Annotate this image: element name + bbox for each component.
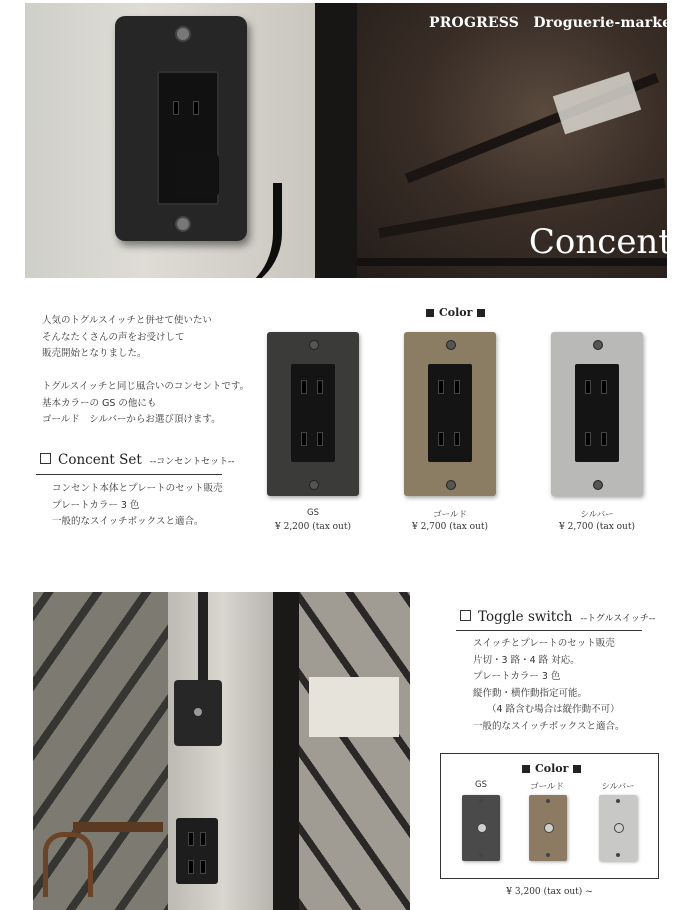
- intro-line: ゴールド シルバーからお選び頂けます。: [42, 414, 221, 425]
- intro-line: そんなたくさんの声をお受けして: [42, 331, 185, 343]
- receptacle: [291, 364, 335, 462]
- swatch-price: ¥ 2,700 (tax out): [412, 522, 488, 532]
- toggle-switch-photo: [174, 680, 222, 746]
- concent-set-description: [52, 481, 252, 531]
- swatch-label: ゴールド: [530, 782, 564, 792]
- desc-line: 片切・3 路・4 路 対応。: [473, 654, 580, 666]
- screw-icon: [593, 340, 603, 350]
- square-outline-icon: [460, 610, 471, 621]
- concent-set-subtitle: --コンセントセット--: [149, 457, 235, 467]
- color-heading: [522, 762, 581, 775]
- toggle-swatch-gs: [462, 795, 500, 861]
- conduit: [198, 592, 208, 682]
- divider: [456, 630, 642, 631]
- swatch-label: GS: [475, 780, 487, 790]
- square-outline-icon: [40, 453, 51, 464]
- black-square-icon: [477, 309, 485, 317]
- screw-icon: [446, 480, 456, 490]
- swatch-label: シルバー: [580, 510, 614, 520]
- desc-line: （4 路含む場合は縦作動不可）: [487, 704, 620, 715]
- swatch-label: GS: [307, 508, 319, 518]
- black-square-icon: [522, 765, 530, 773]
- desc-line: プレートカラー 3 色: [52, 499, 140, 511]
- brand-name: PROGRESS Droguerie-market: [428, 15, 678, 31]
- window-frame: [273, 592, 299, 910]
- receptacle: [428, 364, 472, 462]
- desc-line: 一般的なスイッチボックスと適合。: [473, 720, 625, 732]
- screw-icon: [446, 340, 456, 350]
- desc-line: コンセント本体とプレートのセット販売: [52, 483, 223, 494]
- toggle-switch-description: [473, 636, 683, 735]
- screw-icon: [309, 480, 319, 490]
- intro-text: [42, 313, 262, 429]
- intro-line: 人気のトグルスイッチと併せて使いたい: [42, 315, 212, 326]
- color-heading: [426, 306, 485, 319]
- toggle-icon: [614, 823, 624, 833]
- table: [73, 822, 163, 832]
- swatch-silver: [551, 332, 643, 496]
- swatch-price: ¥ 2,700 (tax out): [559, 522, 635, 532]
- staircase-reflection: [299, 592, 410, 910]
- swatch-gold: [404, 332, 496, 496]
- swatch-price: ¥ 2,200 (tax out): [275, 522, 351, 532]
- outlet-photo: [176, 818, 218, 884]
- toggle-price: ¥ 3,200 (tax out) ~: [506, 887, 593, 897]
- toggle-switch-heading: [460, 609, 655, 625]
- intro-line: トグルスイッチと同じ風合いのコンセントです。: [42, 381, 250, 392]
- desc-line: プレートカラー 3 色: [473, 671, 561, 682]
- desc-line: 縦作動・横作動指定可能。: [473, 687, 588, 699]
- color-heading-label: Color: [439, 306, 473, 319]
- toggle-swatch-gold: [529, 795, 567, 861]
- intro-line: 販売開始となりました。: [42, 348, 147, 359]
- intro-line: 基本カラーの GS の他にも: [42, 397, 157, 409]
- swatch-label: ゴールド: [433, 510, 467, 520]
- toggle-switch-title: Toggle switch: [478, 609, 573, 625]
- window: [309, 677, 399, 737]
- screw-icon: [593, 480, 603, 490]
- toggle-icon: [544, 823, 554, 833]
- window-frame: [315, 3, 357, 278]
- receptacle: [575, 364, 619, 462]
- swatch-label: シルバー: [601, 782, 635, 792]
- black-square-icon: [426, 309, 434, 317]
- screw-icon: [175, 26, 191, 42]
- desc-line: 一般的なスイッチボックスと適合。: [52, 516, 204, 527]
- screw-icon: [309, 340, 319, 350]
- toggle-icon: [477, 823, 487, 833]
- page-title: Concent: [528, 222, 672, 262]
- black-square-icon: [573, 765, 581, 773]
- chair: [43, 832, 93, 897]
- screw-icon: [175, 216, 191, 232]
- concent-set-heading: [40, 452, 235, 468]
- swatch-gs: [267, 332, 359, 496]
- toggle-switch-subtitle: --トグルスイッチ--: [580, 614, 656, 624]
- interior-photo: [33, 592, 410, 910]
- toggle-swatch-silver: [599, 795, 637, 861]
- cord: [213, 183, 282, 278]
- concent-set-title: Concent Set: [58, 452, 142, 468]
- color-heading-label: Color: [535, 762, 569, 775]
- desc-line: スイッチとプレートのセット販売: [473, 638, 615, 649]
- divider: [36, 474, 222, 475]
